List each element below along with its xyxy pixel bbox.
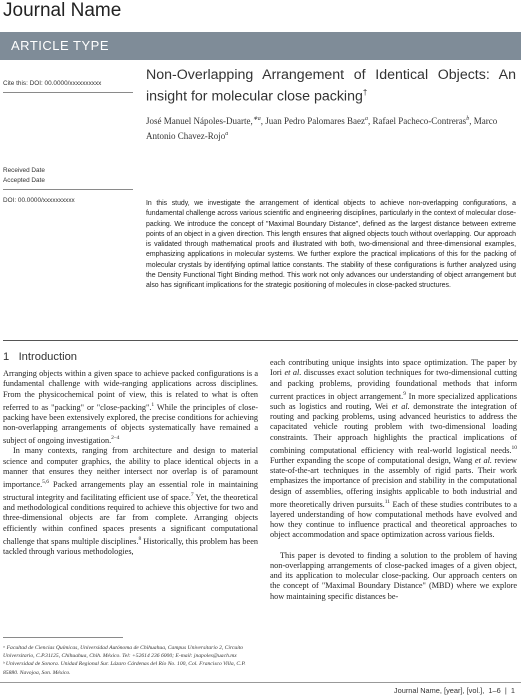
author-name: Rafael Pacheco-Contreras (372, 116, 467, 126)
abstract: In this study, we investigate the arrangement of identical objects to achieve non-overlapping configurations, a fundamental challenge across various scientific and engineering disciplines, particularly in the context of molecular close-packing. We introduce the concept of "Maximal Boundary Distance", defined as the largest distance between extreme points of an object in a given direction. This length ensures that aligned objects touch without overlapping. Our approach is validated through mathematical proofs and illustrated with both, two-dimensional and three-dimensional examples, emphasizing applications in molecular systems. We further explore the practical implications of this for the packing of molecular crystals by identifying optimal lattice constants. The stability of these configurations is further analyzed using the Density Functional Tight Binding method. This work not only advances our understanding of object arrangement but also has significant implications for the strategic positioning of molecules in close-packed structures. (146, 200, 516, 290)
right-column (270, 358, 517, 602)
footnotes (3, 644, 260, 677)
sidebar-divider-1 (3, 92, 133, 93)
intro-paragraph-4: This paper is devoted to finding a solution to the problem of having non-overlapping arrangements of close-packed images of a given object, and its application to molecular close-packing. Our approach centers on the concept of "Maximal Boundary Distance" (MBD) where we explore how maintaining specific distances be- (270, 550, 517, 601)
footnote-b: ᵇ Universidad de Sonora. Unidad Regional Sur. Lázaro Cárdenas del Río No. 100, Col. Francisco Villa, C.P. 85880. Navojoa, Son. México. (3, 661, 246, 676)
cite-this: Cite this: DOI: 00.0000/xxxxxxxxxx (3, 80, 102, 87)
author-list: José Manuel Nápoles-Duarte,$^{∗a}$, Juan Pedro Palomares Baez$^a$, Rafael Pacheco-Contreras$^b$, Marco Antonio Chavez-Rojo$^a$ (146, 116, 498, 141)
intro-paragraph-1: Arranging objects within a given space to achieve packed configurations is a fundamental challenge with wide-ranging applications across disciplines. From the physicochemical point of view, this is related to what is often referred to as "packing" or "close-packing".$^1$ While the principles of close-packing have been extensively explored, the precise conditions for achieving non-overlapping arrangements of objects systematically have remained a subject of ongoing investigation.$^{2-4}$ (3, 369, 258, 445)
author-name: Juan Pedro Palomares Baez (265, 116, 365, 126)
paper-title: Non-Overlapping Arrangement of Identical Objects: An insight for molecular close packing† (146, 67, 516, 105)
sidebar-divider-2 (3, 189, 133, 190)
article-type-banner (0, 32, 521, 60)
page-footer: Journal Name, [year], [vol.], 1–6 | 1 (393, 686, 515, 695)
author-name: José Manuel Nápoles-Duarte, (146, 116, 253, 126)
footnote-a: ᵃ Facultad de Ciencias Químicas, Universidad Autónoma de Chihuahua, Campus Universitario 2, Circuito Universitario, C.P.31125, Chihuahua, Chih. México. Tel: +52614 236 6000; E-mail: jnapoles@uach.mx (3, 645, 244, 660)
author-affiliation-mark: b (466, 116, 470, 122)
section-heading: 1 Introduction (3, 351, 78, 363)
intro-paragraph-3: each contributing unique insights into space optimization. The paper by Iori et al. discusses exact solution techniques for two-dimensional cutting and packing problems, providing foundational methods that inform current practices in object arrangement.$^9$ In more specialized applications such as logistics and routing, Wei et al. demonstrate the integration of routing and packing problems, using advanced heuristics to address the capacitated vehicle routing problem with two-dimensional loading constraints. Their approach highlights the practical implications of combining computational efficiency with real-world logistical needs.$^{10}$ Further expanding the scope of computational design, Wang et al. review state-of-the-art techniques in the assembly of rigid parts. Their work emphasizes the importance of precision and stability in the computational design of assemblies, offering insights applicable to both industrial and more theoretically driven pursuits.$^{11}$ Each of these studies contributes to a layered understanding of how computational methods have evolved and how they continue to influence practical and theoretical approaches to object accommodation and space optimization across various fields. (270, 358, 518, 540)
title-footnote-mark: † (362, 88, 368, 97)
page-number: 1 (510, 686, 515, 695)
author-affiliation-mark: a (225, 131, 229, 137)
intro-paragraph-2: In many contexts, ranging from architecture and design to material science and computer graphics, the ability to place identical objects in a manner that ensures they neither intersect nor overlap is of paramount importance.$^{5,6}$ Packed arrangements play an essential role in maintaining structural integrity and facilitating efficient use of space.$^7$ Yet, the theoretical and methodological conditions required to achieve this objective for two and three-dimensional objects are far from complete. Arranging objects efficiently within confined spaces presents a significant computational challenge that spans multiple disciplines.$^8$ Historically, this problem has been tackled through various methodologies, (3, 446, 259, 556)
footnote-divider (3, 637, 123, 638)
journal-name: Journal Name (3, 0, 122, 21)
author-affiliation-mark: ∗a (252, 116, 261, 122)
doi: DOI: 00.0000/xxxxxxxxxx (3, 197, 75, 204)
abstract-divider (3, 340, 518, 341)
accepted-date: Accepted Date (3, 177, 45, 184)
article-type-label: ARTICLE TYPE (11, 38, 109, 53)
footer-divider (0, 682, 521, 683)
author-name: Marco Antonio Chavez-Rojo (146, 116, 498, 141)
received-date: Received Date (3, 167, 45, 174)
author-affiliation-mark: a (364, 116, 368, 122)
left-column (3, 369, 258, 557)
